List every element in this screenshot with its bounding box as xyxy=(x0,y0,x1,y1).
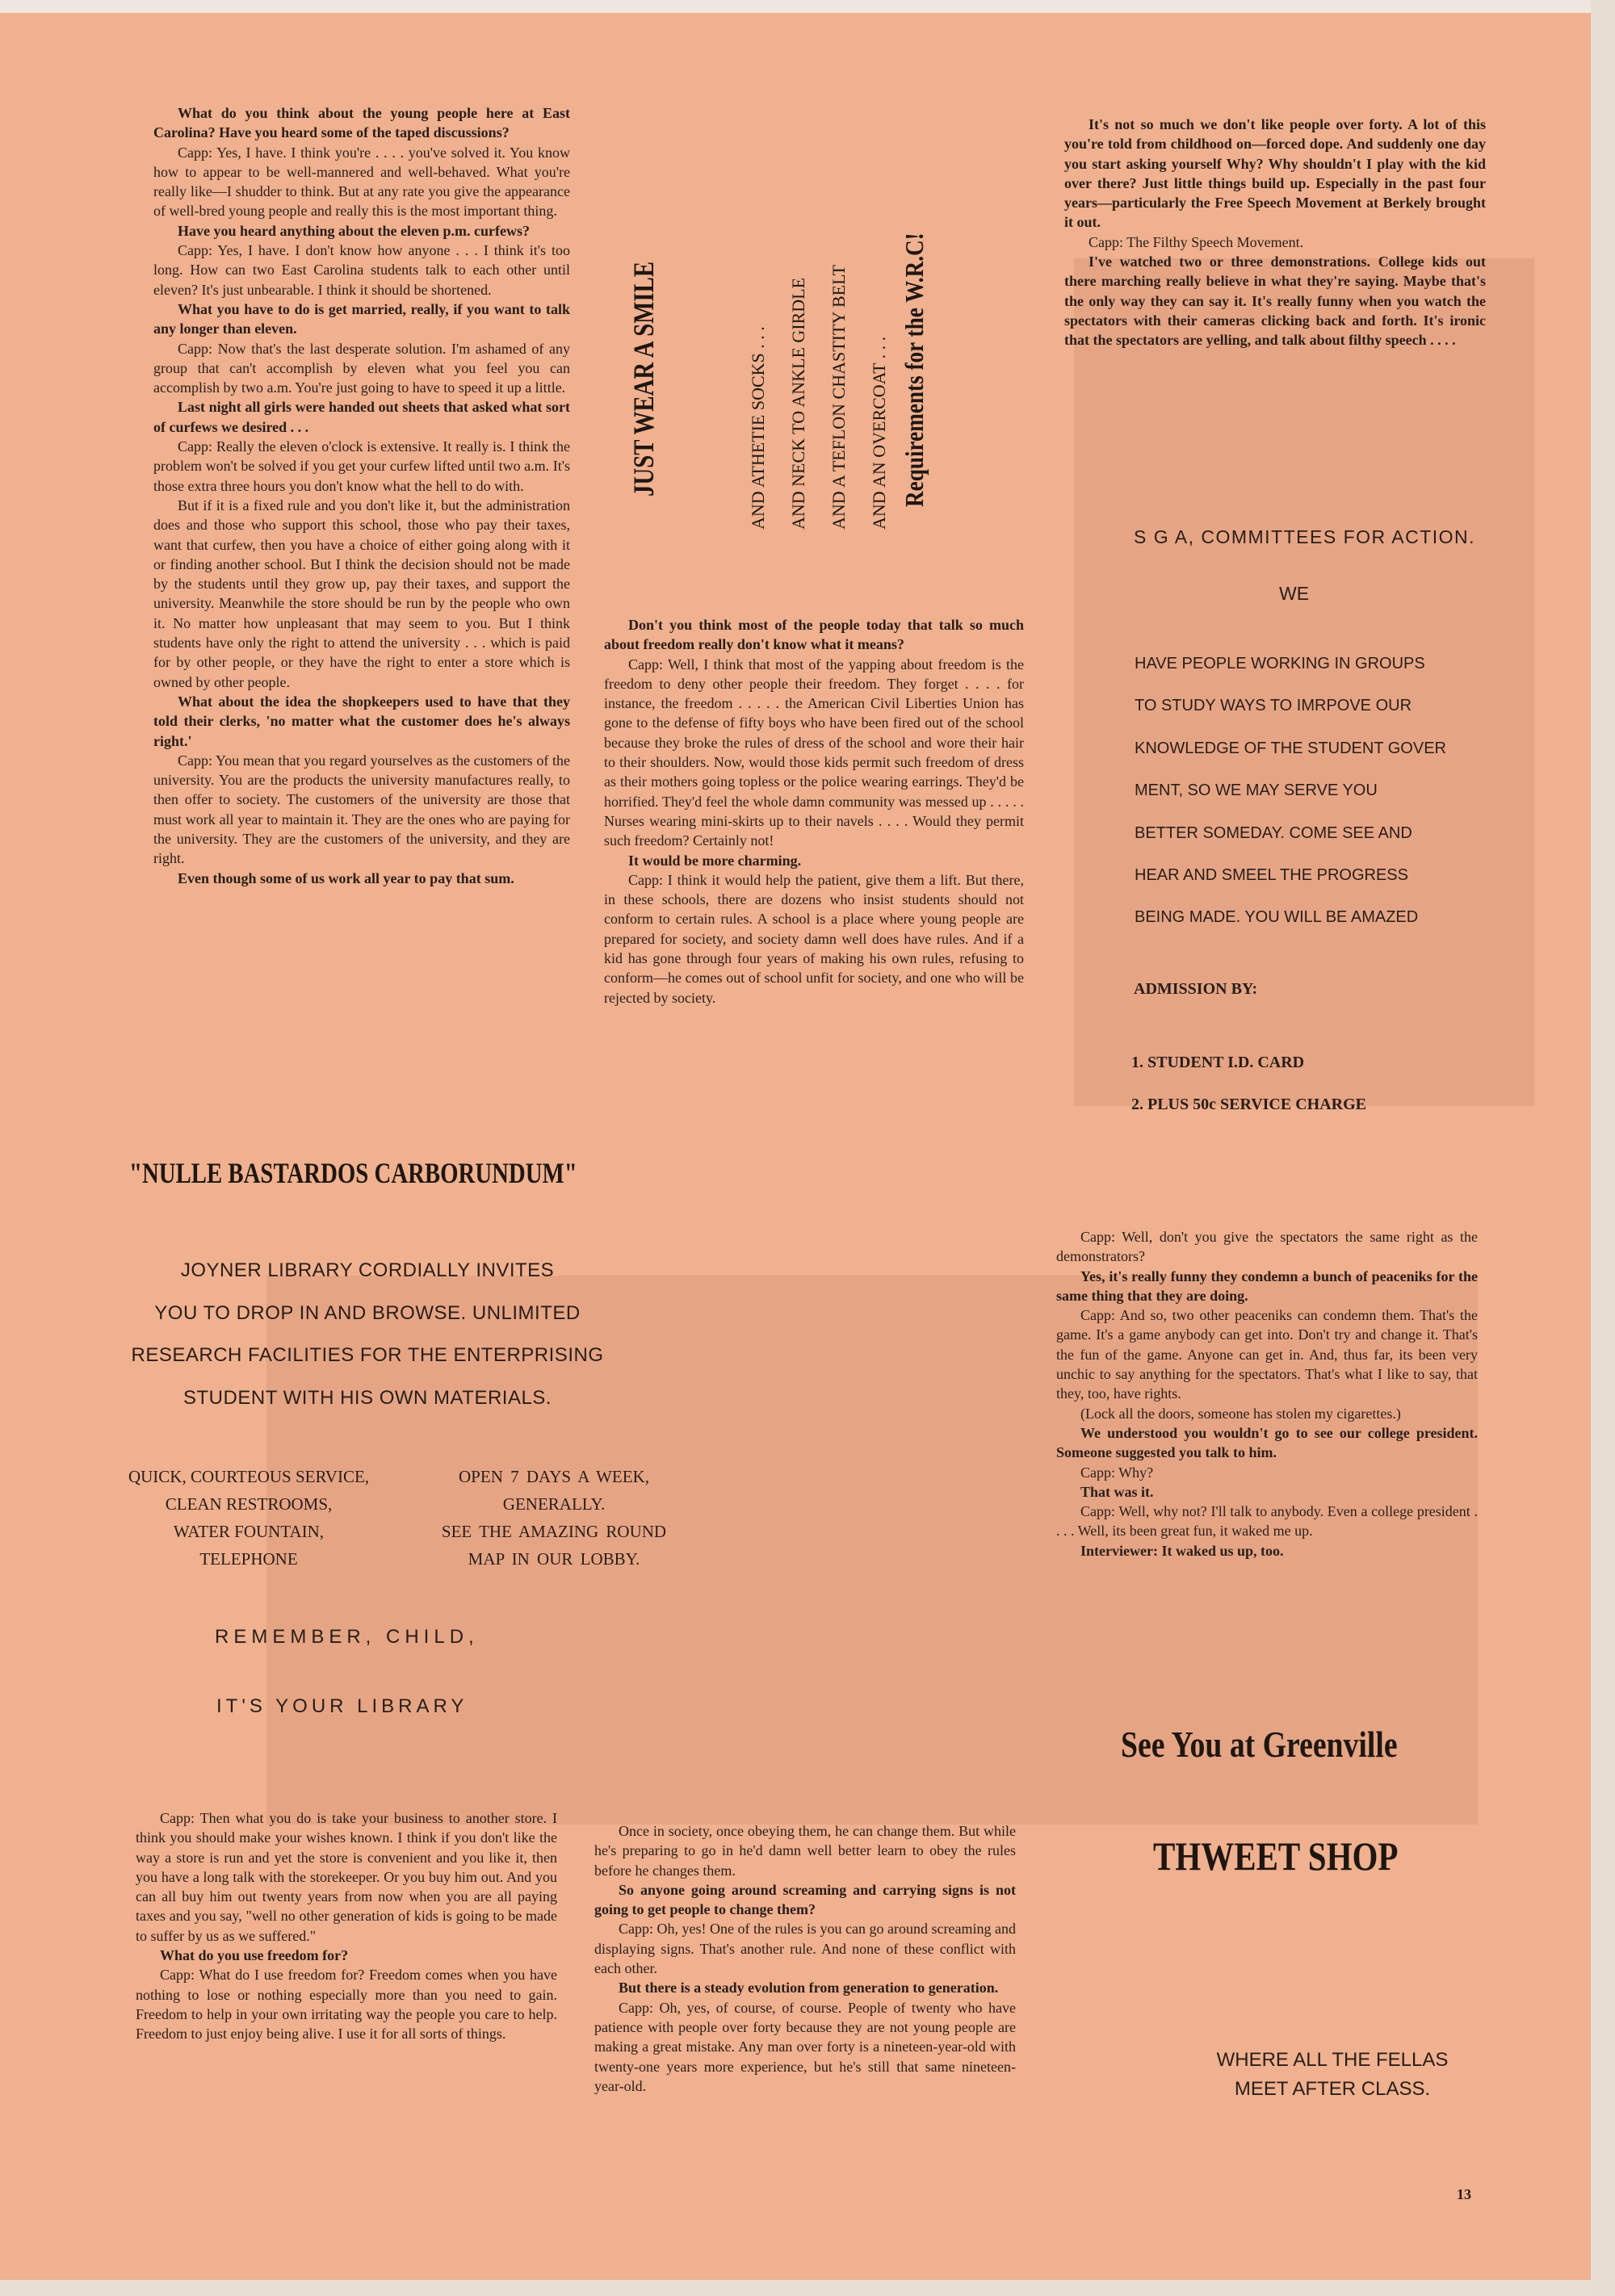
interview-question: It's not so much we don't like people over forty. A lot of this you're told from childhood on—forced dope. And suddenly one day you start asking yourself Why? Why shouldn't I play with the kid over there? Just little things build up. Especially in the past four years—particularly the Free Speech Movement at Berkely brought it out. xyxy=(1064,116,1486,231)
library-tagline: IT'S YOUR LIBRARY xyxy=(216,1695,468,1717)
sga-body-line: KNOWLEDGE OF THE STUDENT GOVER xyxy=(1135,739,1446,757)
interview-answer: Capp: Well, I think that most of the yapping about freedom is the freedom to deny other people their freedom. They forget . . . . for instance, the freedom . . . . . the American Civil Liberties Union has gone to the defense of fifty boys who have been fired out of the school because they broke the rules of dress of the school and wore their hair to their shoulders. Now, would those kids permit such freedom of dress as their mothers going topless or the police wearing earrings. They'd be horrified. They'd feel the whole damn community was messed up . . . . . Nurses wearing mini-skirts up to their navels . . . . Would they permit such freedom? Certainly not! xyxy=(604,656,1024,849)
library-motto: "NULLE BASTARDOS CARBORUNDUM" xyxy=(129,1157,577,1189)
thweet-tagline xyxy=(1163,2046,1502,2104)
library-intro xyxy=(89,1250,646,1420)
interview-column-bottom-middle xyxy=(594,1821,1016,2096)
sga-headline: S G A, COMMITTEES FOR ACTION. xyxy=(1134,526,1476,547)
library-feature: CLEAN RESTROOMS, xyxy=(165,1494,333,1514)
interview-question: Even though some of us work all year to pay that sum. xyxy=(178,869,514,886)
library-feature: TELEPHONE xyxy=(199,1549,298,1569)
thweet-shop-name: THWEET SHOP xyxy=(1153,1833,1399,1879)
library-intro-line: JOYNER LIBRARY CORDIALLY INVITES xyxy=(180,1259,555,1281)
library-feature: MAP IN OUR LOBBY. xyxy=(468,1549,640,1569)
library-intro-line: STUDENT WITH HIS OWN MATERIALS. xyxy=(183,1387,552,1410)
page-top-fold xyxy=(0,0,1615,13)
library-feature: QUICK, COURTEOUS SERVICE, xyxy=(128,1467,370,1486)
interview-answer: Capp: The Filthy Speech Movement. xyxy=(1089,233,1304,250)
interview-column-bottom-left xyxy=(136,1808,557,2044)
interview-column-right-middle xyxy=(1056,1227,1478,1561)
interview-answer: Capp: Oh, yes, of course, of course. People of twenty who have patience with people over forty because they are not young people are making a great mistake. Any man over forty is a nineteen-year-old with twenty-one years more experience, but he's still that same nineteen-year-old. xyxy=(594,1999,1016,2094)
ad-item: AND AN OVERCOAT . . . xyxy=(869,336,889,530)
library-features-left xyxy=(95,1463,402,1573)
library-feature: GENERALLY. xyxy=(502,1494,606,1514)
page-edge xyxy=(1591,0,1615,2296)
ad-item: AND NECK TO ANKLE GIRDLE xyxy=(788,277,808,530)
interview-question: What about the idea the shopkeepers used to have that they told their clerks, 'no matter what the customer does he's always right.' xyxy=(153,693,570,749)
sga-body-line: HEAR AND SMEEL THE PROGRESS xyxy=(1135,866,1408,885)
interview-question: So anyone going around screaming and carrying signs is not going to get people to change them? xyxy=(594,1881,1016,1918)
ad-item: AND ATHETIE SOCKS . . . xyxy=(748,326,768,530)
interview-question: Last night all girls were handed out sheets that asked what sort of curfews we desired . . . xyxy=(153,399,570,435)
interview-answer: Capp: Now that's the last desperate solution. I'm ashamed of any group that can't accomplish by eleven what you feel you can accomplish by two a.m. You're just going to have to speed it up a little. xyxy=(153,340,570,396)
interview-answer: Capp: Really the eleven o'clock is extensive. It really is. I think the problem won't be solved if you get your curfew lifted until two a.m. It's those extra three hours you don't know what the hell to do with. xyxy=(153,438,570,494)
interview-question: What you have to do is get married, really, if you want to talk any longer than eleven. xyxy=(153,300,570,337)
interview-answer: Capp: And so, two other peaceniks can condemn them. That's the game. It's a game anybody can get into. Don't try and change it. That's the fun of the game. Anyone can get in. And, thus far, its been very unchic to say anything for the spectators. That's what I like to say, that they, too, have rights. xyxy=(1056,1307,1478,1402)
thweet-tagline-line: WHERE ALL THE FELLAS xyxy=(1216,2049,1449,2071)
thweet-headline: See You at Greenville xyxy=(1121,1724,1398,1765)
sga-body xyxy=(1135,643,1446,939)
sga-body-line: TO STUDY WAYS TO IMRPOVE OUR xyxy=(1135,697,1412,715)
interview-question: We understood you wouldn't go to see our college president. Someone suggested you talk to him. xyxy=(1056,1424,1478,1461)
interview-answer: Capp: Yes, I have. I don't know how anyone . . . I think it's too long. How can two East Carolina students talk to each other until eleven? It's just unbearable. I think it should be shortened. xyxy=(153,242,570,298)
library-feature: WATER FOUNTAIN, xyxy=(173,1522,325,1541)
interview-answer: Capp: Oh, yes! One of the rules is you can go around screaming and displaying signs. That's another rule. And none of these conflict with each other. xyxy=(594,1921,1016,1977)
library-feature: OPEN 7 DAYS A WEEK, xyxy=(459,1467,649,1486)
interview-answer: Capp: Why? xyxy=(1080,1464,1154,1481)
sga-body-line: HAVE PEOPLE WORKING IN GROUPS xyxy=(1135,655,1425,672)
interview-question: That was it. xyxy=(1080,1483,1154,1500)
ad-item: AND A TEFLON CHASTITY BELT xyxy=(828,265,849,530)
interview-answer: Capp: What do I use freedom for? Freedom comes when you have nothing to lose or nothing especially more than you need to gain. Freedom to help in your own irritating way the people you care to help. Freedom to just enjoy being alive. I use it for all sorts of things. xyxy=(136,1967,557,2043)
interview-answer: Capp: Well, why not? I'll talk to anybody. Even a college president . . . . Well, its been great fun, it waked me up. xyxy=(1056,1503,1478,1540)
interview-question: Interviewer: It waked us up, too. xyxy=(1080,1542,1284,1559)
interview-column-top-right xyxy=(1064,115,1486,350)
interview-question: Don't you think most of the people today that talk so much about freedom really don't know what it means? xyxy=(604,617,1024,653)
sga-requirement: 1. STUDENT I.D. CARD xyxy=(1131,1054,1305,1071)
interview-question: What do you think about the young people here at East Carolina? Have you heard some of the taped discussions? xyxy=(153,105,570,141)
interview-column-top-left xyxy=(153,103,570,888)
interview-answer: Capp: I think it would help the patient, give them a lift. But there, in these schools, there are dozens who insist students should not conform to certain rules. A school is a place where young people are prepared for society, and society damn well does have rules. And if a kid has gone through four years of making his own rules, refusing to conform—he comes out of school unfit for society, and one who will be rejected by society. xyxy=(604,871,1024,1006)
interview-question: Yes, it's really funny they condemn a bunch of peaceniks for the same thing that they are doing. xyxy=(1056,1267,1478,1304)
sga-requirement: 2. PLUS 50c SERVICE CHARGE xyxy=(1131,1096,1366,1113)
sga-body-line: BEING MADE. YOU WILL BE AMAZED xyxy=(1135,908,1419,927)
ad-headline: JUST WEAR A SMILE xyxy=(627,261,660,496)
sga-body-line: MENT, SO WE MAY SERVE YOU xyxy=(1135,781,1378,800)
interview-question: What do you use freedom for? xyxy=(160,1947,349,1964)
library-feature: SEE THE AMAZING ROUND xyxy=(441,1522,667,1541)
interview-answer: (Lock all the doors, someone has stolen my cigarettes.) xyxy=(1080,1405,1401,1422)
page-number: 13 xyxy=(1457,2186,1471,2202)
interview-answer: Capp: Yes, I have. I think you're . . . . you've solved it. You know how to appear to be well-mannered and well-behaved. What you're really like—I shudder to think. But at any rate you give the appearance of well-bred young people and really this is the most important thing. xyxy=(153,144,570,220)
library-features-right xyxy=(401,1463,707,1573)
library-remember: REMEMBER, CHILD, xyxy=(215,1626,479,1648)
interview-question: I've watched two or three demonstrations. College kids out there marching really believe in what they're saying. Maybe that's the only way they can say it. It's really funny when you watch the spectators with their cameras clicking back and forth. It's ironic that the spectators are yelling, and talk about filthy speech . . . . xyxy=(1064,253,1486,349)
ad-footer: Requirements for the W.R.C! xyxy=(900,233,929,507)
interview-question: Have you heard anything about the eleven p.m. curfews? xyxy=(178,222,530,239)
sga-we: WE xyxy=(1279,583,1310,604)
thweet-tagline-line: MEET AFTER CLASS. xyxy=(1234,2078,1431,2100)
interview-question: It would be more charming. xyxy=(628,852,802,869)
interview-answer: Capp: You mean that you regard yourselves as the customers of the university. You are the products the university manufactures really, to then offer to society. The customers of the university are those that must work all year to maintain it. They are the ones who are paying for the university. They are the customers of the university, and they are right. xyxy=(153,752,570,867)
interview-answer: Once in society, once obeying them, he can change them. But while he's preparing to go in he'd damn well better learn to obey the rules before he changes them. xyxy=(594,1823,1016,1879)
interview-answer: Capp: Well, don't you give the spectators the same right as the demonstrators? xyxy=(1056,1229,1478,1265)
library-intro-line: RESEARCH FACILITIES FOR THE ENTERPRISING xyxy=(131,1344,604,1367)
interview-question: But there is a steady evolution from generation to generation. xyxy=(619,1980,999,1996)
sga-body-line: BETTER SOMEDAY. COME SEE AND xyxy=(1135,823,1412,842)
sga-admission: ADMISSION BY: xyxy=(1134,980,1258,998)
interview-answer: Capp: Then what you do is take your business to another store. I think you should make your wishes known. I think if you don't like the way a store is run and yet the store is convenient and you like it, then you have a long talk with the storekeeper. Or you buy him out. And you can all buy him out twenty years from now when you are all paying taxes and you say, "well no other generation of kids is going to be made to suffer by us as we suffered." xyxy=(136,1810,557,1944)
interview-answer: But if it is a fixed rule and you don't like it, but the administration does and those who support this school, those who pay their taxes, want that curfew, then you have a choice of either going along with it or finding another school. But I think the decision should not be made by the students until they grow up, pay their taxes, and support the university. Meanwhile the store should be run by the people who own it. No matter how unpleasant that may seem to you. But I think students have only the right to attend the university . . . which is paid for by other people, or they have the right to enter a store which is owned by other people. xyxy=(153,496,570,690)
interview-column-middle xyxy=(604,615,1024,1008)
library-intro-line: YOU TO DROP IN AND BROWSE. UNLIMITED xyxy=(154,1301,581,1324)
sga-requirements xyxy=(1131,1041,1366,1125)
